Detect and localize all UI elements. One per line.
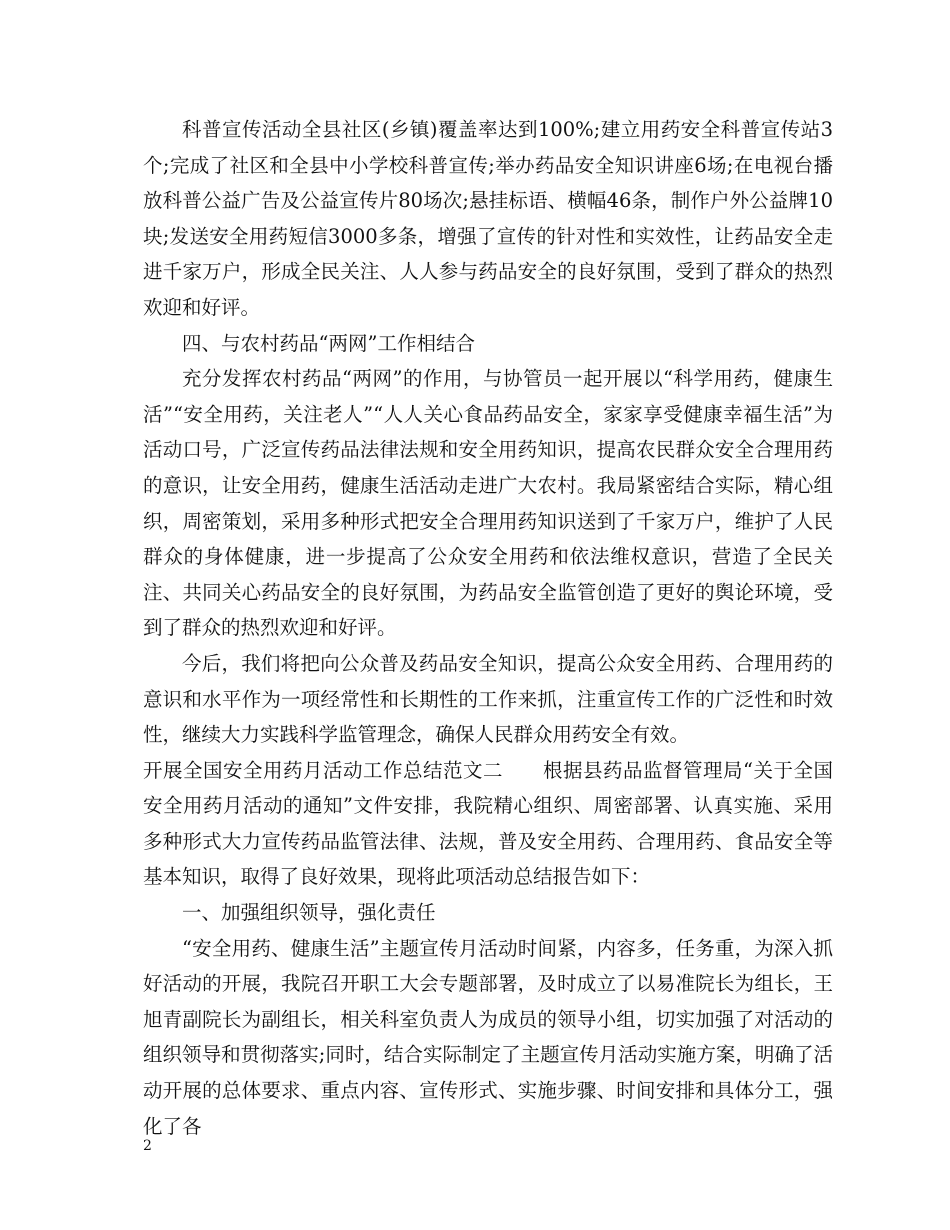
paragraph-sample-two-intro: 开展全国安全用药月活动工作总结范文二 根据县药品监督管理局“关于全国安全用药月活动的通知”文件安排，我院精心组织、周密部署、认真实施、采用多种形式大力宣传药品监管法律、法规，普及安全用药、合理用药、食品安全等基本知识，取得了良好效果，现将此项活动总结报告如下： — [143, 758, 833, 889]
page-number: 2 — [143, 1138, 152, 1154]
paragraph-science-outreach: 科普宣传活动全县社区(乡镇)覆盖率达到100%;建立用药安全科普宣传站3个;完成了社区和全县中小学校科普宣传;举办药品安全知识讲座6场;在电视台播放科普公益广告及公益宣传片80场次;悬挂标语、横幅46条，制作户外公益牌10块;发送安全用药短信3000多条，增强了宣传的针对性和实效性，让药品安全走进千家万户，形成全民关注、人人参与药品安全的良好氛围，受到了群众的热烈欢迎和好评。 — [143, 118, 833, 319]
heading-section-four: 四、与农村药品“两网”工作相结合 — [182, 331, 475, 355]
paragraph-organization: “安全用药、健康生活”主题宣传月活动时间紧，内容多，任务重，为深入抓好活动的开展，我院召开职工大会专题部署，及时成立了以易准院长为组长，王旭青副院长为副组长，相关科室负责人为成员的领导小组，切实加强了对活动的组织领导和贯彻落实;同时，结合实际制定了主题宣传月活动实施方案，明确了活动开展的总体要求、重点内容、宣传形式、实施步骤、时间安排和具体分工，强化了各 — [143, 936, 833, 1138]
document-body — [143, 112, 833, 1144]
paragraph-future-work: 今后，我们将把向公众普及药品安全知识，提高公众安全用药、合理用药的意识和水平作为一项经常性和长期性的工作来抓，注重宣传工作的广泛性和时效性，继续大力实践科学监管理念，确保人民群众用药安全有效。 — [143, 651, 833, 747]
heading-section-one: 一、加强组织领导，强化责任 — [182, 901, 436, 925]
paragraph-rural-network: 充分发挥农村药品“两网”的作用，与协管员一起开展以“科学用药，健康生活”“安全用药，关注老人”“人人关心食品药品安全，家家享受健康幸福生活”为活动口号，广泛宣传药品法律法规和安全用药知识，提高农民群众安全合理用药的意识，让安全用药，健康生活活动走进广大农村。我局紧密结合实际，精心组织，周密策划，采用多种形式把安全合理用药知识送到了千家万户，维护了人民群众的身体健康，进一步提高了公众安全用药和依法维权意识，营造了全民关注、共同关心药品安全的良好氛围，为药品安全监管创造了更好的舆论环境，受到了群众的热烈欢迎和好评。 — [143, 367, 833, 640]
